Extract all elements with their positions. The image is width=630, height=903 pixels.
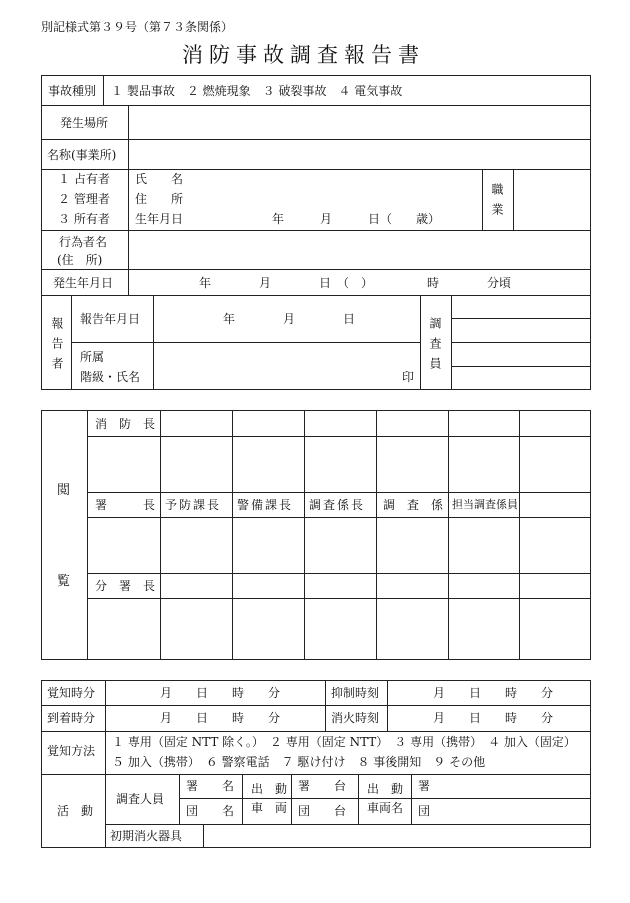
report-date-label: 報告年月日 [80, 312, 141, 326]
owner-option-1: １ 占有者 [58, 172, 110, 186]
investigators-label: 調査人員 [116, 792, 165, 806]
guard-chief-label: 警備課長 [237, 498, 294, 512]
page-title: 消防事故調査報告書 [182, 43, 425, 67]
arrive-time-label: 到着時分 [47, 711, 96, 725]
owner-option-3: ３ 所有者 [58, 212, 110, 226]
station-chief-label: 署 長 [95, 498, 156, 512]
aware-method-label: 覚知方法 [47, 744, 96, 758]
location-label: 発生場所 [60, 116, 109, 130]
station-units-label: 署 台 [298, 779, 347, 793]
occupation-label: 職業 [490, 183, 504, 223]
team-short-label: 団 [418, 804, 431, 818]
form-number: 別記様式第３９号（第７３条関係） [41, 20, 234, 34]
aware-time-label: 覚知時分 [47, 686, 96, 700]
actor-address-label: (住 所) [57, 253, 103, 267]
suppress-time-label: 抑制時刻 [331, 686, 380, 700]
name-label: 名称(事業所) [47, 148, 117, 162]
dispatch-name-label-2: 車両名 [367, 801, 404, 815]
owner-birth-fill: 年 月 日（ 歳） [272, 212, 441, 226]
investigator-label: 調査員 [428, 317, 442, 377]
team-units-label: 団 台 [298, 804, 347, 818]
review-label-2: 覧 [57, 574, 71, 589]
reporter-label: 報告者 [50, 317, 64, 377]
team-name-label: 団 名 [186, 804, 235, 818]
suppress-time-fill: 月 日 時 分 [433, 686, 554, 700]
seal-mark: 印 [402, 370, 415, 384]
initial-extinguisher-label: 初期消火器具 [110, 829, 183, 843]
section-review [41, 410, 591, 660]
dispatch-vehicle-label-2: 車 両 [251, 801, 288, 815]
aware-time-fill: 月 日 時 分 [160, 686, 281, 700]
actor-input[interactable] [129, 231, 590, 268]
report-date-fill: 年 月 日 [223, 312, 356, 326]
dispatch-name-label-1: 出 動 [367, 782, 404, 796]
owner-name-label: 氏 名 [135, 172, 184, 186]
survey-officer-label: 担当調査係員 [452, 498, 518, 511]
occurred-fill: 年 月 日 （ ） 時 分頃 [199, 276, 512, 290]
aware-methods-line1: １ 専用（固定 NTT 除く。） ２ 専用（固定 NTT） ３ 専用（携帯） ４ 加入（固定） [112, 735, 576, 749]
occurred-label: 発生年月日 [53, 276, 114, 290]
affiliation-label: 所属 [80, 350, 105, 364]
aware-methods-line2: ５ 加入（携帯） ６ 警察電話 ７ 駆け付け ８ 事後開知 ９ その他 [112, 755, 486, 769]
prevention-chief-label: 予防課長 [165, 498, 222, 512]
accident-type-options: １ 製品事故 ２ 燃焼現象 ３ 破裂事故 ４ 電気事故 [111, 84, 403, 98]
station-name-label: 署 名 [186, 779, 235, 793]
arrive-time-fill: 月 日 時 分 [160, 711, 281, 725]
owner-option-2: ２ 管理者 [58, 192, 110, 206]
station-short-label: 署 [418, 779, 431, 793]
survey-leader-label: 調査係長 [309, 498, 366, 512]
accident-type-label: 事故種別 [48, 84, 97, 98]
survey-staff-label: 調 査 係 [383, 498, 444, 512]
actor-label: 行為者名 [59, 235, 108, 249]
branch-chief-label: 分 署 長 [95, 579, 156, 593]
rank-name-label: 階級・氏名 [80, 370, 141, 384]
owner-address-label: 住 所 [135, 192, 184, 206]
initial-extinguisher-input[interactable] [204, 825, 590, 847]
owner-birth-label: 生年月日 [135, 212, 184, 226]
occupation-input[interactable] [514, 170, 590, 229]
extinguish-time-label: 消火時刻 [331, 711, 380, 725]
fire-chief-label: 消 防 長 [95, 417, 156, 431]
review-label-1: 閲 [57, 483, 71, 498]
dispatch-vehicle-label-1: 出 動 [251, 782, 288, 796]
name-input[interactable] [129, 140, 590, 168]
extinguish-time-fill: 月 日 時 分 [433, 711, 554, 725]
activity-label: 活 動 [57, 804, 94, 818]
location-input[interactable] [129, 106, 590, 138]
